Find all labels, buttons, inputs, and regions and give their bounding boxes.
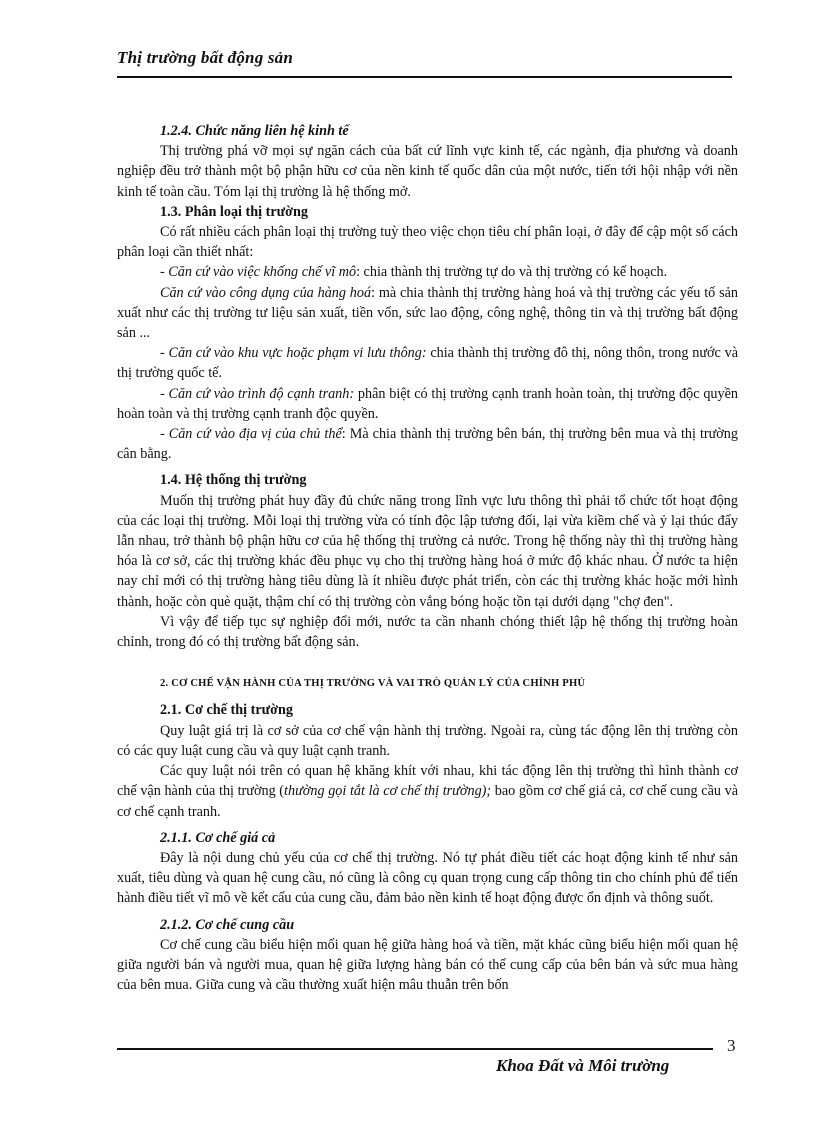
item-prefix: - (160, 264, 169, 281)
item-prefix: - (160, 385, 169, 402)
item-lead: Căn cứ vào khu vực hoặc phạm vi lưu thông: (168, 345, 427, 362)
page-number: 3 (727, 1036, 736, 1055)
paragraph: Đây là nội dung chủ yếu của cơ chế thị trường. Nó tự phát điều tiết các hoạt động kinh tế như sản xuất, tiêu dùng và quan hệ cung cầu, nó cũng là công cụ quan trọng cung cấp thông tin cho chính phủ để tiến hành điều tiết vĩ mô về kết cấu của cung cầu, đảm bảo nền kinh tế hoạt động được ổn định và thông suốt. (117, 849, 738, 907)
section-heading-1-4: 1.4. Hệ thống thị trường (160, 472, 307, 489)
running-header-title: Thị trường bất động sản (117, 48, 294, 67)
classification-item (117, 283, 738, 344)
item-lead: Căn cứ vào công dụng của hàng hoá (160, 284, 372, 301)
section-heading-1-2-4: 1.2.4. Chức năng liên hệ kinh tế (160, 123, 349, 139)
classification-item (117, 343, 738, 383)
paragraph-emphasis: thường gọi tắt là cơ chế thị trường); (284, 783, 492, 800)
paragraph: Vì vậy để tiếp tục sự nghiệp đổi mới, nước ta cần nhanh chóng thiết lập hệ thống thị trường hoàn chỉnh, trong đó có thị trường bất động sản. (117, 613, 738, 651)
classification-item (117, 384, 738, 424)
classification-item (117, 262, 738, 282)
item-text: chia thành thị trường đô thị, nông thôn, trong nước và thị trường quốc tế. (117, 345, 738, 382)
item-text: : Mà chia thành thị trường bên bán, thị trường bên mua và thị trường cân bằng. (117, 426, 738, 463)
classification-item (117, 424, 738, 464)
paragraph-text: Các quy luật nói trên có quan hệ khăng khít với nhau, khi tác động lên thị trường thì hình thành cơ chế vận hành của thị trường ( (117, 763, 738, 800)
item-prefix: - (160, 345, 169, 362)
section-heading-2-1-2: 2.1.2. Cơ chế cung cầu (160, 916, 295, 933)
page-body (117, 121, 738, 995)
section-heading-2-1: 2.1. Cơ chế thị trường (160, 702, 293, 719)
section-heading-2-1-1: 2.1.1. Cơ chế giá cả (160, 829, 276, 846)
paragraph-text: bao gồm cơ chế giá cả, cơ chế cung cầu và cơ chế cạnh tranh. (117, 783, 738, 820)
item-lead: Căn cứ vào địa vị của chủ thể (168, 426, 342, 443)
item-text: phân biệt có thị trường cạnh tranh hoàn toàn, thị trường độc quyền hoàn toàn và thị trường cạnh tranh độc quyền. (117, 385, 739, 422)
item-text: : mà chia thành thị trường hàng hoá và thị trường các yếu tố sản xuất như các thị trường tư liệu sản xuất, tiền vốn, sức lao động, công nghệ, thông tin và thị trường bất động sản ... (117, 284, 738, 342)
item-text: : chia thành thị trường tự do và thị trường có kế hoạch. (356, 264, 668, 281)
item-lead: Căn cứ vào việc khống chế vĩ mô (168, 264, 357, 281)
header-divider (117, 76, 732, 78)
paragraph: Quy luật giá trị là cơ sở của cơ chế vận hành thị trường. Ngoài ra, cùng tác động lên thị trường còn có các quy luật cung cầu và quy luật cạnh tranh. (117, 722, 738, 759)
paragraph: Muốn thị trường phát huy đầy đủ chức năng trong lĩnh vực lưu thông thì phải tổ chức tốt hoạt động của các loại thị trường. Mỗi loại thị trường vừa có tính độc lập tương đối, lại vừa kiềm chế và ỷ lại thúc đẩy lẫn nhau, trở thành bộ phận hữu cơ của hệ thống thị trường cả nước. Trong hệ thống này thì thị trường hàng hóa là cơ sở, các thị trường khác đều phục vụ cho thị trường hàng hoá ở mức độ khác nhau. Ở nước ta hiện nay chỉ mới có thị trường hàng tiêu dùng là ít nhiều được phát triển, còn các thị trường khác hoặc mới hình thành, hoặc còn què quặt, thậm chí có thị trường còn vắng bóng hoặc tồn tại dưới dạng "chợ đen". (117, 492, 738, 610)
paragraph: Cơ chế cung cầu biểu hiện mối quan hệ giữa hàng hoá và tiền, mặt khác cũng biểu hiện mối quan hệ giữa người bán và người mua, quan hệ giữa lượng hàng bán có thể cung cấp của bên bán và sức mua hàng của bên mua. Giữa cung và cầu thường xuất hiện mâu thuẫn trên bốn (117, 936, 738, 994)
paragraph: Có rất nhiều cách phân loại thị trường tuỳ theo việc chọn tiêu chí phân loại, ở đây để cập một số cách phân loại cần thiết nhất: (117, 224, 738, 261)
paragraph: Thị trường phá vỡ mọi sự ngăn cách của bất cứ lĩnh vực kinh tế, các ngành, địa phương và doanh nghiệp đều trở thành một bộ phận hữu cơ của nền kinh tế quốc dân của một nước, tiến tới hội nhập với nền kinh tế toàn cầu. Tóm lại thị trường là hệ thống mở. (117, 143, 738, 200)
footer-divider (117, 1048, 713, 1050)
paragraph (117, 761, 738, 822)
chapter-heading-2: 2. CƠ CHẾ VẬN HÀNH CỦA THỊ TRƯỜNG VÀ VAI TRÒ QUẢN LÝ CỦA CHÍNH PHỦ (160, 678, 586, 690)
running-footer-faculty: Khoa Đất và Môi trường (496, 1056, 670, 1075)
section-heading-1-3: 1.3. Phân loại thị trường (160, 203, 309, 220)
item-prefix: - (160, 426, 169, 443)
item-lead: Căn cứ vào trình độ cạnh tranh: (168, 385, 355, 402)
